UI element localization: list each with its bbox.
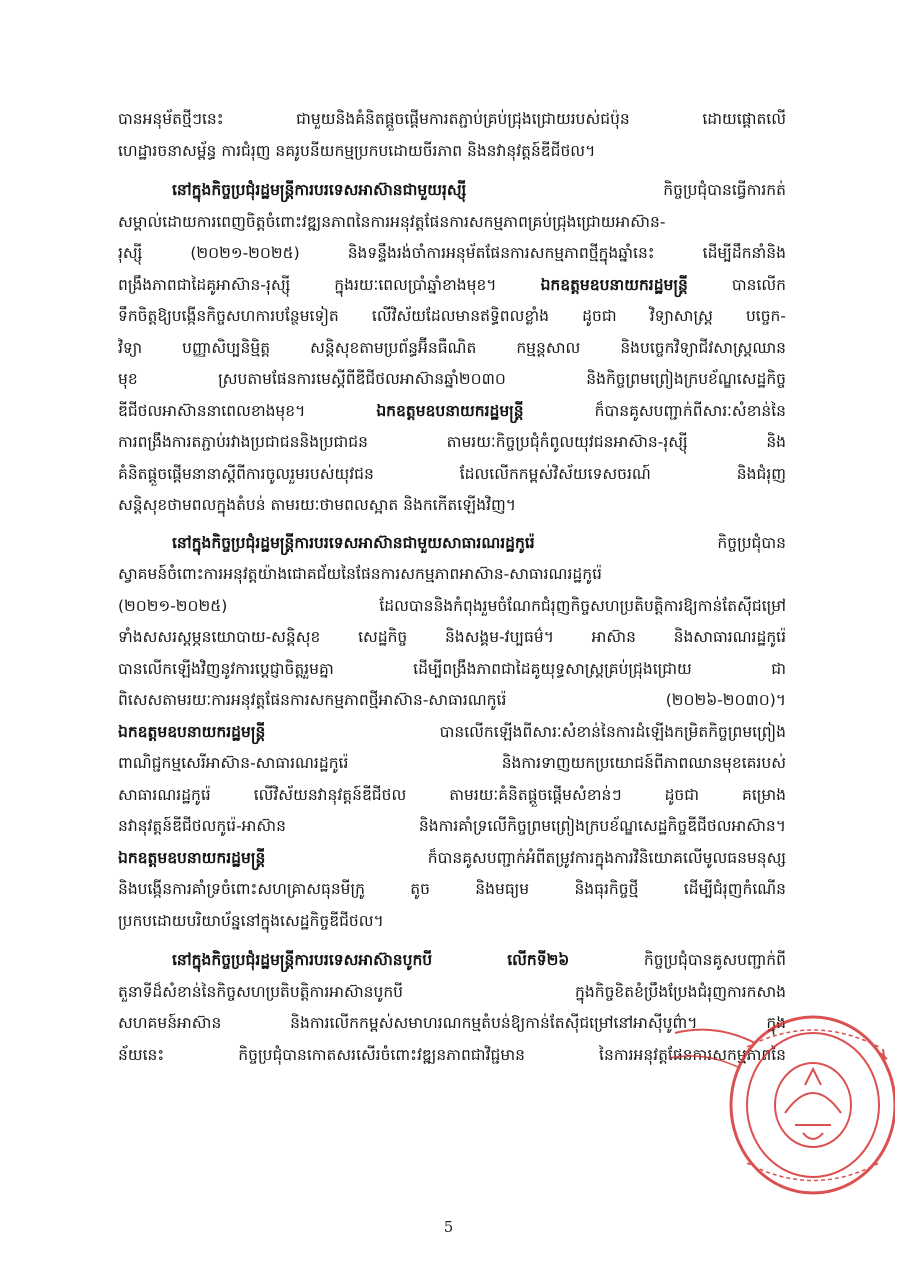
text-line	[118, 622, 786, 654]
text-line	[118, 977, 786, 1009]
text-line	[118, 559, 786, 591]
line-text: គំនិតផ្តួចផ្តើមនានាស្តីពីការចូលរួមរបស់យុវជន ដែលលើកកម្ពស់វិស័យទេសចរណ៍ និងជំរុញ	[118, 464, 786, 483]
line-text: បានលើកឡើងពីសារៈសំខាន់នៃការដំឡើងកម្រិតកិច្ចព្រមព្រៀង	[265, 722, 786, 741]
line-text: ន័យនេះ កិច្ចប្រជុំបានកោតសរសើរចំពោះវឌ្ឍនភាពជាវិជ្ជមាន នៃការអនុវត្តផែនការសកម្មភាពនៃ	[118, 1045, 786, 1064]
text-line	[118, 238, 786, 270]
text-line	[118, 780, 786, 812]
text-line	[118, 717, 786, 749]
line-text: រុស្ស៊ី (២០២១-២០២៥) និងទន្ទឹងរង់ចាំការអនុម័តផែនការសកម្មភាពថ្មីក្នុងឆ្នាំនេះ ដើម្បីដឹកនាំនិង	[118, 244, 786, 262]
text-line	[118, 270, 786, 302]
text-line	[118, 685, 786, 717]
text-line	[118, 396, 786, 428]
line-text: កិច្ចប្រជុំបានគូសបញ្ជាក់ពី	[569, 951, 786, 969]
text-line	[118, 843, 786, 875]
text-line	[118, 906, 786, 938]
text-line	[118, 1040, 786, 1072]
bold-phrase: នៅក្នុងកិច្ចប្រជុំរដ្ឋមន្ត្រីការបរទេសអាស៊ានជាមួយរុស្ស៊ី	[172, 181, 467, 199]
line-text: សាធារណរដ្ឋកូរ៉េ លើវិស័យនវានុវត្តន៍ឌីជីថល តាមរយៈគំនិតផ្តួចផ្តើមសំខាន់ៗ ដូចជា គម្រោង	[118, 785, 786, 804]
line-text: បានលើក	[687, 275, 786, 294]
page-number: 5	[443, 1218, 454, 1236]
line-text: ស្វាគមន៍ចំពោះការអនុវត្តយ៉ាងជោគជ័យនៃផែនការសកម្មភាពអាស៊ាន-សាធារណរដ្ឋកូរ៉េ	[118, 565, 602, 583]
body-text	[118, 104, 786, 1071]
line-text: កិច្ចប្រជុំបានធ្វើការកត់	[466, 181, 786, 199]
line-text: (២០២១-២០២៥) ដែលបាននិងកំពុងរួមចំណែកជំរុញកិច្ចសហប្រតិបត្តិការឱ្យកាន់តែស៊ីជម្រៅ	[118, 596, 786, 615]
line-text: និងបង្កើនការគាំទ្រចំពោះសហគ្រាសធុនមីក្រូ តូច និងមធ្យម និងធុរកិច្ចថ្មី ដើម្បីជំរុញកំណើន	[118, 880, 786, 898]
line-text: ពង្រឹងភាពជាដៃគូអាស៊ាន-រុស្ស៊ី ក្នុងរយៈពេលប្រាំឆ្នាំខាងមុខ។	[118, 275, 541, 294]
line-text: ការពង្រឹងការតភ្ជាប់រវាងប្រជាជននិងប្រជាជន តាមរយៈកិច្ចប្រជុំកំពូលយុវជនអាស៊ាន-រុស្ស៊ី និង	[118, 433, 786, 451]
bold-phrase: ឯកឧត្តមឧបនាយករដ្ឋមន្ត្រី	[540, 275, 688, 294]
line-text: ហេដ្ឋារចនាសម្ព័ន្ធ ការជំរុញ នគរូបនីយកម្មប្រកបដោយចីរភាព និងនវានុវត្តន៍ឌីជីថល។	[118, 141, 596, 160]
line-text: ក៏បានគូសបញ្ជាក់ពីសារៈសំខាន់នៃ	[523, 401, 786, 420]
text-line	[118, 459, 786, 491]
text-line	[118, 811, 786, 843]
paragraph	[118, 528, 786, 938]
line-text: ក៏បានគូសបញ្ជាក់អំពីតម្រូវការក្នុងការវិនិយោគលើមូលធនមនុស្ស	[265, 848, 786, 867]
line-text: ប្រកបដោយបរិយាប័ន្ននៅក្នុងសេដ្ឋកិច្ចឌីជីថល។	[118, 911, 384, 930]
line-text: សម្គាល់ដោយការពេញចិត្តចំពោះវឌ្ឍនភាពនៃការអនុវត្តផែនការសកម្មភាពគ្រប់ជ្រុងជ្រោយអាស៊ាន-	[118, 212, 666, 231]
text-line	[118, 136, 786, 168]
line-text: សហគមន៍អាស៊ាន និងការលើកកម្ពស់សមាហរណកម្មតំបន់ឱ្យកាន់តែស៊ីជម្រៅនៅអាស៊ីបូព៌ា។ ក្នុង	[118, 1014, 786, 1032]
text-line	[118, 654, 786, 686]
text-line	[118, 364, 786, 396]
text-line	[118, 591, 786, 623]
line-text: បានលើកឡើងវិញនូវការប្តេជ្ញាចិត្តរួមគ្នា ដើម្បីពង្រឹងភាពជាដៃគូយុទ្ធសាស្ត្រគ្រប់ជ្រុងជ្រោយ ជា	[118, 659, 786, 678]
text-line	[118, 301, 786, 333]
text-line	[118, 333, 786, 365]
line-text: សន្តិសុខថាមពលក្នុងតំបន់ តាមរយៈថាមពលស្អាត និងកកើតឡើងវិញ។	[118, 496, 516, 514]
bold-phrase: ឯកឧត្តមឧបនាយករដ្ឋមន្ត្រី	[118, 722, 266, 741]
line-text: ពាណិជ្ជកម្មសេរីអាស៊ាន-សាធារណរដ្ឋកូរ៉េ និងការទាញយកប្រយោជន៍ពីភាពឈានមុខគេរបស់	[118, 754, 786, 772]
text-line	[118, 104, 786, 136]
text-line	[118, 945, 786, 977]
text-line	[118, 528, 786, 560]
line-text: ទឹកចិត្តឱ្យបង្កើនកិច្ចសហការបន្ថែមទៀត លើវិស័យដែលមានឥទ្ធិពលខ្លាំង ដូចជា វិទ្យាសាស្ត្រ បច្ចេក-	[118, 307, 786, 325]
text-line	[118, 427, 786, 459]
text-line	[118, 1008, 786, 1040]
text-line	[118, 748, 786, 780]
bold-phrase: ឯកឧត្តមឧបនាយករដ្ឋមន្ត្រី	[118, 848, 266, 867]
line-text: មុខ ស្របតាមផែនការមេស្តីពីឌីជីថលអាស៊ានឆ្នាំ២០៣០ និងកិច្ចព្រមព្រៀងក្របខ័ណ្ឌសេដ្ឋកិច្ច	[118, 370, 786, 388]
text-line	[118, 175, 786, 207]
line-text: ឌីជីថលអាស៊ាននាពេលខាងមុខ។	[118, 401, 377, 420]
bold-phrase: នៅក្នុងកិច្ចប្រជុំរដ្ឋមន្ត្រីការបរទេសអាស៊ានជាមួយសាធារណរដ្ឋកូរ៉េ	[172, 533, 535, 552]
text-line	[118, 207, 786, 239]
text-line	[118, 490, 786, 522]
line-text: ទាំងសសរស្តម្ភនយោបាយ-សន្តិសុខ សេដ្ឋកិច្ច និងសង្គម-វប្បធម៌។ អាស៊ាន និងសាធារណរដ្ឋកូរ៉េ	[118, 628, 786, 646]
bold-phrase: នៅក្នុងកិច្ចប្រជុំរដ្ឋមន្ត្រីការបរទេសអាស៊ានបូកបី លើកទី២៦	[172, 951, 570, 969]
paragraph	[118, 945, 786, 1071]
paragraph	[118, 104, 786, 167]
line-text: នវានុវត្តន៍ឌីជីថលកូរ៉េ-អាស៊ាន និងការគាំទ្រលើកិច្ចព្រមព្រៀងក្របខ័ណ្ឌសេដ្ឋកិច្ចឌីជីថលអាស៊ាន។	[118, 817, 786, 835]
bold-phrase: ឯកឧត្តមឧបនាយករដ្ឋមន្ត្រី	[376, 401, 524, 420]
paragraph	[118, 175, 786, 522]
line-text: កិច្ចប្រជុំបាន	[534, 533, 786, 552]
text-line	[118, 874, 786, 906]
line-text: វិទ្យា បញ្ញាសិប្បនិម្មិត្ត សន្តិសុខតាមប្រព័ន្ធអ៊ីនធឺណិត កម្មន្តសាល និងបច្ចេកវិទ្យាជីវសាស្ត្រឈាន	[118, 338, 786, 357]
line-text: ពិសេសតាមរយៈការអនុវត្តផែនការសកម្មភាពថ្មីអាស៊ាន-សាធារណកូរ៉េ (២០២៦-២០៣០)។	[118, 691, 786, 709]
line-text: បានអនុម័តថ្មីៗនេះ ជាមួយនិងគំនិតផ្តួចផ្តើមការតភ្ជាប់គ្រប់ជ្រុងជ្រោយរបស់ជប៉ុន ដោយផ្តោតលើ	[118, 110, 786, 128]
line-text: តួនាទីដ៏សំខាន់នៃកិច្ចសហប្រតិបត្តិការអាស៊ានបូកបី ក្នុងកិច្ចខិតខំប្រឹងប្រែងជំរុញការកសាង	[118, 982, 786, 1001]
